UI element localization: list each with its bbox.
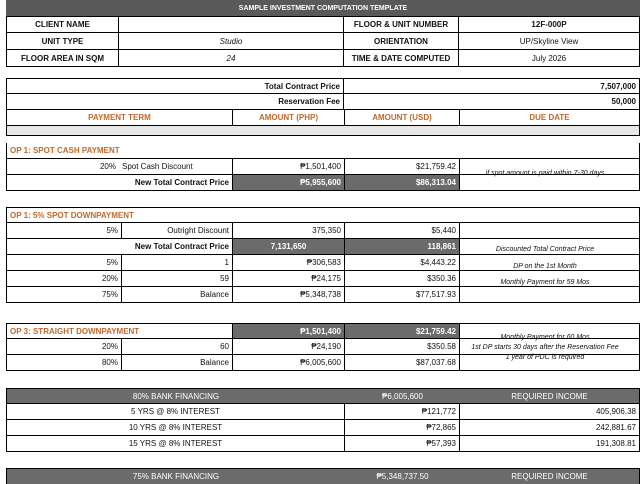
op2-discount-php: 375,350 — [233, 223, 345, 238]
op3-note-1: Monthly Payment for 60 Mos — [500, 334, 590, 341]
op3-note-2: 1st DP starts 30 days after the Reservation Fee — [471, 344, 619, 351]
tcp-value: 7,507,000 — [600, 81, 636, 91]
op3-row-php: ₱6,005,600 — [233, 355, 345, 370]
bank75-income-label: REQUIRED INCOME — [511, 472, 588, 481]
col-amount-usd: AMOUNT (USD) — [345, 110, 460, 125]
bank80-row-1 — [6, 404, 640, 420]
op1-discount-usd: $21,759.42 — [345, 159, 460, 174]
orientation-label: ORIENTATION — [344, 33, 459, 49]
op2-row-usd: $77,517.93 — [345, 287, 460, 302]
col-payment-term: PAYMENT TERM — [7, 110, 233, 125]
info-row-2 — [6, 33, 640, 50]
op2-row-term: 1 — [122, 255, 233, 270]
op3-note-3: 1 year of PDC is required — [505, 354, 585, 361]
op3-row-term: Balance — [122, 355, 233, 370]
op3-total-php: ₱1,501,400 — [233, 324, 345, 338]
op3-row-php: ₱24,190 — [233, 339, 345, 354]
op3-row-pct: 80% — [7, 355, 122, 370]
op3-row-pct: 20% — [7, 339, 122, 354]
orientation-value[interactable]: UP/Skyline View — [519, 36, 579, 46]
op3-row-usd: $350.58 — [345, 339, 460, 354]
op2-row-php: ₱306,583 — [233, 255, 345, 270]
bank80-label: 80% BANK FINANCING — [132, 391, 220, 401]
op1-title: OP 1: SPOT CASH PAYMENT — [10, 146, 120, 155]
op1-pct: 20% — [99, 162, 116, 171]
op2-row-pct: 5% — [7, 255, 122, 270]
op1-header — [6, 143, 640, 159]
bank80-row-3 — [6, 436, 640, 452]
bank80-row-2 — [6, 420, 640, 436]
bank80-term: 15 YRS @ 8% INTEREST — [7, 436, 345, 451]
floor-unit-value[interactable]: 12F-000P — [531, 20, 567, 29]
op1-ntcp-usd: $86,313.04 — [345, 175, 460, 190]
op2-row-php: ₱5,348,738 — [233, 287, 345, 302]
unit-type-value[interactable]: Studio — [119, 33, 344, 49]
op3-row-usd: $87,037.68 — [345, 355, 460, 370]
client-name-value[interactable] — [119, 17, 344, 32]
bank80-income: 191,308.81 — [595, 439, 636, 448]
col-amount-php: AMOUNT (PHP) — [233, 110, 345, 125]
reservation-row — [6, 94, 640, 110]
page-title: SAMPLE INVESTMENT COMPUTATION TEMPLATE — [238, 4, 408, 12]
tcp-label: Total Contract Price — [7, 79, 344, 93]
bank80-amount-value: ₱57,393 — [345, 436, 460, 451]
bank80-term: 5 YRS @ 8% INTEREST — [7, 404, 345, 419]
col-due-date: DUE DATE — [529, 113, 570, 122]
unit-type-label: UNIT TYPE — [7, 33, 119, 49]
op1-note: if spot amount is paid within 7-30 days — [485, 170, 605, 177]
op2-row-usd: $4,443.22 — [345, 255, 460, 270]
op2-note-2: DP on the 1st Month — [513, 263, 577, 270]
title-bar — [6, 0, 640, 16]
op2-discount-row — [6, 223, 640, 239]
op2-row-usd: $350.36 — [345, 271, 460, 286]
reservation-label: Reservation Fee — [7, 94, 344, 109]
bank75-amount: ₱5,348,737.50 — [376, 472, 429, 481]
datetime-value[interactable]: July 2026 — [531, 53, 567, 63]
column-headers — [6, 110, 640, 126]
tcp-row — [6, 78, 640, 94]
bank80-amount: ₱6,005,600 — [382, 391, 423, 401]
op2-note-3: Monthly Payment for 59 Mos — [500, 279, 590, 286]
reservation-value: 50,000 — [611, 97, 636, 106]
op3-total-usd: $21,759.42 — [345, 324, 460, 338]
bank80-income-label: REQUIRED INCOME — [511, 391, 588, 401]
client-name-label: CLIENT NAME — [7, 17, 119, 32]
op2-title: OP 1: 5% SPOT DOWNPAYMENT — [10, 210, 134, 220]
op2-discount-label: Outright Discount — [122, 223, 233, 238]
op2-note-1: Discounted Total Contract Price — [495, 246, 595, 253]
op2-row-term: 59 — [122, 271, 233, 286]
bank80-term: 10 YRS @ 8% INTEREST — [7, 420, 345, 435]
op2-pct: 5% — [7, 223, 122, 238]
datetime-label: TIME & DATE COMPUTED — [344, 50, 459, 66]
op3-title: OP 3: STRAIGHT DOWNPAYMENT — [7, 324, 233, 338]
op2-row-pct: 75% — [7, 287, 122, 302]
bank75-label: 75% BANK FINANCING — [132, 472, 220, 481]
floor-area-label: FLOOR AREA IN SQM — [7, 50, 119, 66]
info-row-3 — [6, 50, 640, 67]
op2-ntcp-label: New Total Contract Price — [7, 239, 233, 254]
spacer-row — [6, 126, 640, 136]
bank80-header — [6, 388, 640, 404]
op1-ntcp-php: ₱5,955,600 — [233, 175, 345, 190]
op1-discount-label: Spot Cash Discount — [119, 159, 233, 174]
floor-unit-label: FLOOR & UNIT NUMBER — [344, 17, 459, 32]
bank80-income: 242,881.67 — [595, 423, 636, 432]
op2-ntcp-php: 7,131,650 — [233, 239, 345, 254]
bank80-income: 405,906.38 — [595, 407, 636, 416]
op3-row-term: 60 — [122, 339, 233, 354]
bank80-amount-value: ₱72,865 — [345, 420, 460, 435]
info-row-1 — [6, 16, 640, 33]
op2-ntcp-usd: 118,861 — [345, 239, 460, 254]
op2-discount-usd: $5,440 — [345, 223, 460, 238]
op2-row-pct: 20% — [7, 271, 122, 286]
op2-row-php: ₱24,175 — [233, 271, 345, 286]
op2-row-3 — [6, 287, 640, 303]
bank75-header — [6, 468, 640, 484]
op1-ntcp-label: New Total Contract Price — [7, 175, 233, 190]
op1-discount-php: ₱1,501,400 — [233, 159, 345, 174]
op2-header — [6, 207, 640, 223]
bank80-amount-value: ₱121,772 — [345, 404, 460, 419]
op2-row-term: Balance — [122, 287, 233, 302]
floor-area-value[interactable]: 24 — [119, 50, 344, 66]
